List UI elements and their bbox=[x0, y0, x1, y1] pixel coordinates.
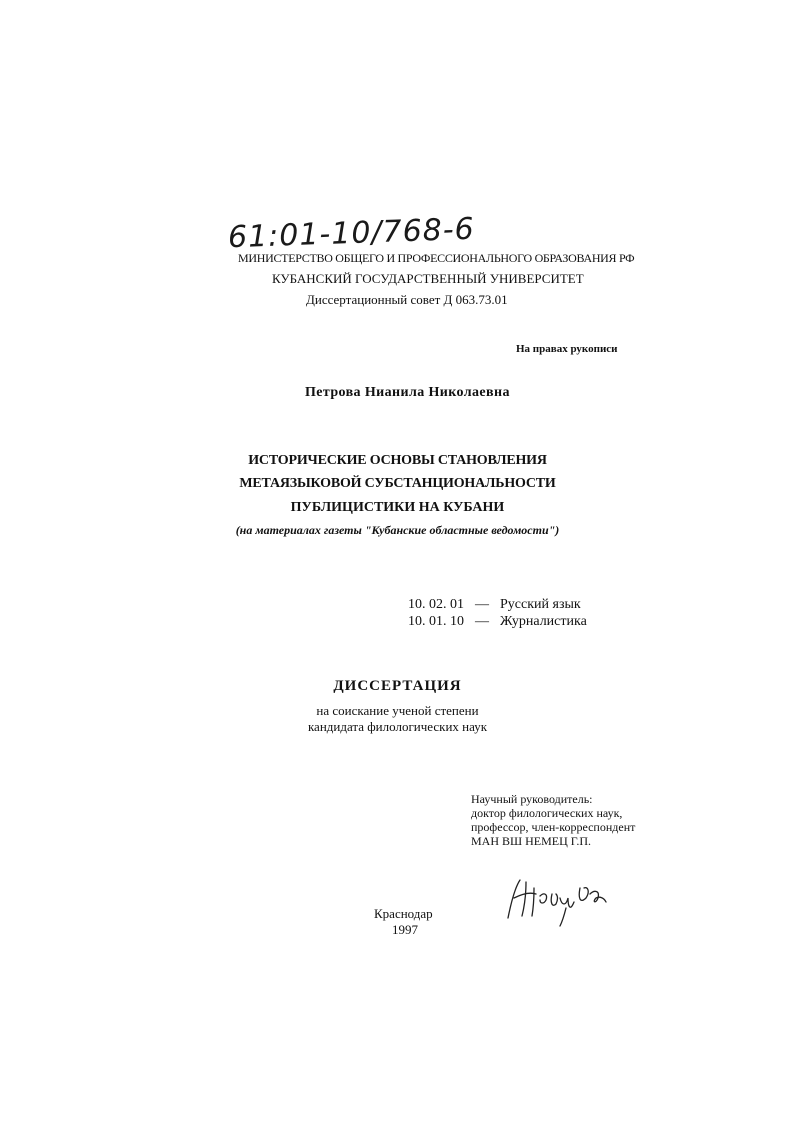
supervisor-label: Научный руководитель: bbox=[471, 792, 593, 806]
specialty-row bbox=[408, 596, 587, 613]
signature bbox=[500, 868, 615, 928]
supervisor-block bbox=[471, 792, 635, 848]
specialty-code: 10. 01. 10 bbox=[408, 614, 464, 629]
specialty-name: Русский язык bbox=[500, 597, 581, 612]
dissertation-council: Диссертационный совет Д 063.73.01 bbox=[306, 292, 508, 307]
city: Краснодар bbox=[374, 906, 433, 921]
title-line-3: ПУБЛИЦИСТИКИ НА КУБАНИ bbox=[290, 500, 505, 515]
specialty-row bbox=[408, 613, 587, 630]
author-name: Петрова Нианила Николаевна bbox=[305, 385, 510, 400]
specialty-dash: — bbox=[475, 614, 489, 629]
specialty-dash: — bbox=[475, 597, 489, 612]
year: 1997 bbox=[392, 922, 418, 937]
rights-note: На правах рукописи bbox=[516, 343, 618, 355]
dissertation-degree-line-1: на соискание ученой степени bbox=[316, 703, 479, 718]
handwritten-registration-number: 61:01-10/768-6 bbox=[227, 211, 476, 256]
dissertation-heading: ДИССЕРТАЦИЯ bbox=[333, 678, 462, 694]
supervisor-degree: доктор филологических наук, bbox=[471, 806, 623, 820]
supervisor-name: МАН ВШ НЕМЕЦ Г.П. bbox=[471, 834, 592, 848]
title-line-1: ИСТОРИЧЕСКИЕ ОСНОВЫ СТАНОВЛЕНИЯ bbox=[248, 453, 547, 468]
title-subtitle: (на материалах газеты "Кубанские областные ведомости") bbox=[235, 523, 560, 537]
title-line-2: МЕТАЯЗЫКОВОЙ СУБСТАНЦИОНАЛЬНОСТИ bbox=[239, 476, 556, 491]
dissertation-degree-line-2: кандидата филологических наук bbox=[307, 719, 488, 734]
specialty-code: 10. 02. 01 bbox=[408, 597, 464, 612]
supervisor-position: профессор, член-корреспондент bbox=[471, 820, 636, 834]
university-line: КУБАНСКИЙ ГОСУДАРСТВЕННЫЙ УНИВЕРСИТЕТ bbox=[272, 271, 584, 286]
specialty-name: Журналистика bbox=[500, 614, 587, 629]
specialties-list bbox=[408, 596, 587, 630]
ministry-line: МИНИСТЕРСТВО ОБЩЕГО И ПРОФЕССИОНАЛЬНОГО ОБРАЗОВАНИЯ РФ bbox=[238, 251, 635, 265]
